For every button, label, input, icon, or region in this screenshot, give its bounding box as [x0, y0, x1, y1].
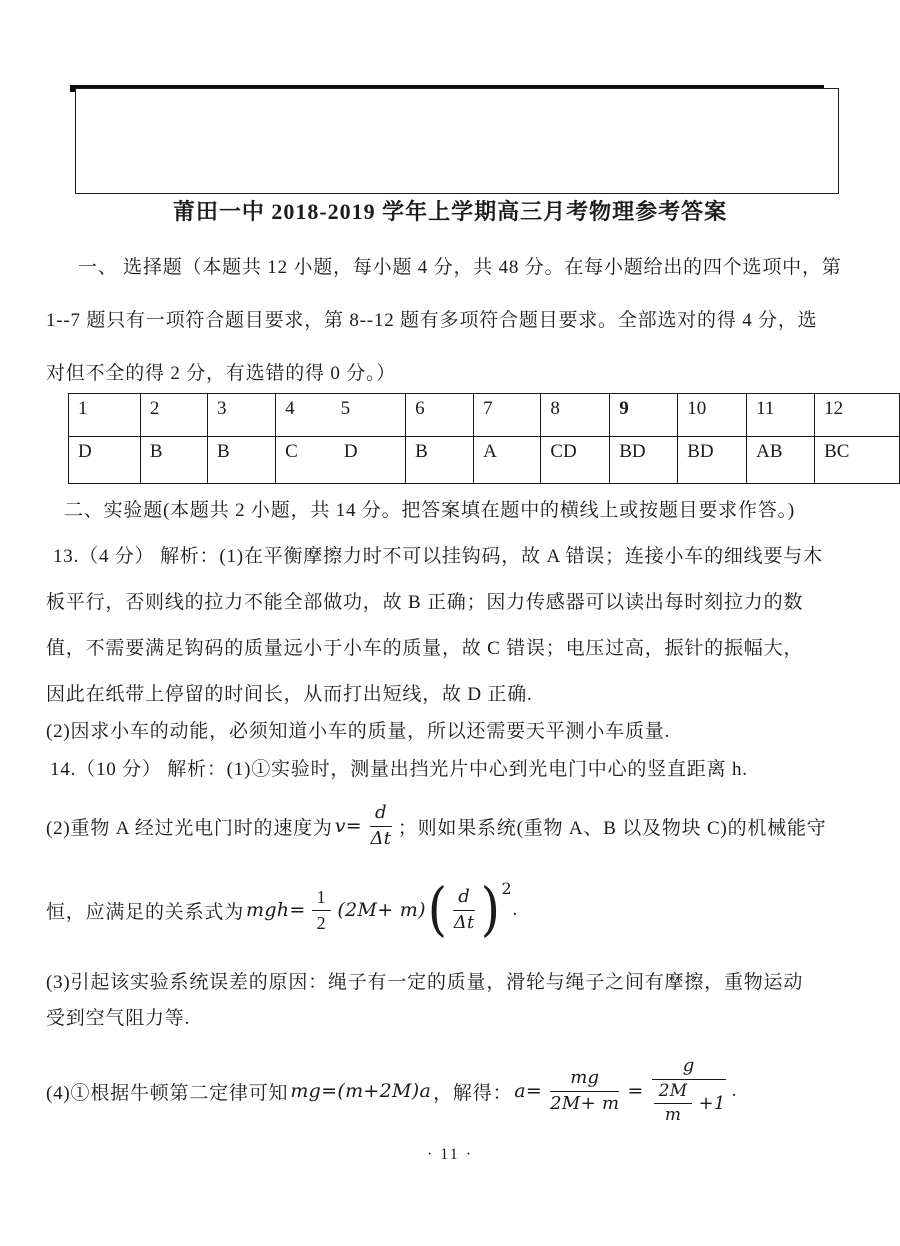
answer-cell-q10: BD: [678, 437, 747, 484]
sec1-line3: 对但不全的得 2 分，有选错的得 0 分。）: [46, 363, 397, 384]
q14-part2-formula-line: [46, 795, 827, 857]
exponent-2: 2: [501, 878, 513, 898]
inner-numerator: d: [453, 887, 475, 911]
equals-sign: =: [627, 1080, 644, 1102]
formula2-period: .: [512, 899, 519, 920]
answer-cell-q6: B: [406, 437, 474, 484]
answer-cell-q4: C: [285, 441, 298, 462]
header-cell-q4: 4: [285, 398, 295, 419]
formula1-lhs: v=: [334, 815, 362, 837]
answer-cell-q11: AB: [747, 437, 815, 484]
answer-table-answer-row: [69, 437, 900, 484]
formula2-lhs: mgh=: [246, 899, 306, 921]
formula1-pre-text: (2)重物 A 经过光电门时的速度为: [46, 817, 333, 839]
formula4-period: .: [731, 1080, 738, 1101]
answer-cell-q12: BC: [815, 437, 900, 484]
header-cell-q2: 2: [140, 394, 207, 437]
answer-table: [68, 393, 900, 484]
answer-cell-q4-q5: [276, 437, 406, 484]
formula2-half-fraction: [312, 887, 332, 933]
answer-cell-q7: A: [474, 437, 541, 484]
header-cell-q5: 5: [340, 398, 351, 419]
acceleration-fraction-2: [650, 1056, 728, 1126]
half-numerator: 1: [312, 887, 332, 911]
formula2-mass-term: (2M+ m): [337, 899, 426, 921]
header-cell-q7: 7: [474, 394, 541, 437]
left-parenthesis: (: [427, 875, 448, 944]
header-cell-q6: 6: [406, 394, 474, 437]
nested-fraction: [652, 1082, 695, 1126]
acceleration-lhs: a=: [514, 1080, 543, 1102]
header-cell-q12: 12: [815, 394, 900, 437]
q13-line5: (2)因求小车的动能，必须知道小车的质量，所以还需要天平测小车质量.: [46, 721, 671, 742]
formula1-fraction: [368, 803, 394, 849]
header-cell-q9: 9: [610, 394, 678, 437]
page-title: 莆田一中 2018-2019 学年上学期高三月考物理参考答案: [172, 199, 728, 224]
header-cell-q3: 3: [208, 394, 276, 437]
header-cell-q10: 10: [678, 394, 747, 437]
q14-part3-line2: 受到空气阻力等.: [46, 1008, 191, 1029]
sec2-heading-line: 二、实验题(本题共 2 小题，共 14 分。把答案填在题中的横线上或按题目要求作答。): [64, 500, 796, 521]
q13-line2: 板平行，否则线的拉力不能全部做功，故 B 正确；因力传感器可以读出每时刻拉力的数: [46, 592, 804, 613]
header-blank-box: [75, 88, 839, 194]
answer-cell-q2: B: [140, 437, 207, 484]
q14-part3-line1: (3)引起该实验系统误差的原因：绳子有一定的质量，滑轮与绳子之间有摩擦，重物运动: [46, 972, 804, 993]
q13-line4: 因此在纸带上停留的时间长，从而打出短线，故 D 正确.: [46, 684, 533, 705]
q14-part4-formula-line: [46, 1035, 737, 1147]
inner-denominator: Δt: [453, 911, 475, 933]
page-number: · 11 ·: [426, 1146, 474, 1163]
answer-cell-q1: D: [69, 437, 141, 484]
answer-table-header-row: [69, 394, 900, 437]
answer-cell-q5: D: [343, 441, 358, 462]
fraction1-denominator: 2M+ m: [550, 1092, 620, 1114]
header-cell-q11: 11: [747, 394, 815, 437]
answer-cell-q9: BD: [610, 437, 678, 484]
nested-denominator: m: [664, 1105, 682, 1126]
half-denominator: 2: [316, 912, 327, 933]
newton-equation: mg=(m+2M)a: [290, 1080, 432, 1102]
q14-line1: 14.（10 分） 解析：(1)①实验时，测量出挡光片中心到光电门中心的竖直距离 h.: [50, 759, 748, 780]
formula1-denominator: Δt: [370, 827, 392, 849]
answer-cell-q8: CD: [541, 437, 610, 484]
nested-numerator: 2M: [654, 1082, 693, 1105]
formula4-solve-text: ，解得：: [433, 1082, 513, 1104]
sec1-heading-line: 一、 选择题（本题共 12 小题，每小题 4 分，共 48 分。在每小题给出的四个选项中，第: [78, 257, 842, 278]
formula4-pre-text: (4)①根据牛顿第二定律可知: [46, 1082, 289, 1104]
plus-one-term: +1: [698, 1092, 726, 1114]
q13-line3: 值，不需要满足钩码的质量远小于小车的质量，故 C 错误；电压过高，振针的振幅大，: [46, 638, 804, 659]
fraction2-numerator: g: [652, 1056, 726, 1080]
answer-cell-q3: B: [208, 437, 276, 484]
formula2-inner-fraction: [451, 887, 477, 933]
formula2-pre-text: 恒，应满足的关系式为: [46, 901, 245, 923]
formula1-numerator: d: [370, 803, 392, 827]
acceleration-fraction-1: [548, 1068, 621, 1114]
q14-energy-formula-line: [46, 860, 518, 960]
fraction2-denominator: [650, 1080, 728, 1126]
header-cell-q8: 8: [541, 394, 610, 437]
right-parenthesis: ): [480, 875, 501, 944]
header-cell-q4-q5: [276, 394, 406, 437]
sec1-line2: 1--7 题只有一项符合题目要求，第 8--12 题有多项符合题目要求。全部选对的得 4 分，选: [46, 310, 818, 331]
header-cell-q1: 1: [69, 394, 141, 437]
q13-line1: 13.（4 分） 解析：(1)在平衡摩擦力时不可以挂钩码，故 A 错误；连接小车的细线要与木: [53, 546, 823, 567]
fraction1-numerator: mg: [550, 1068, 619, 1092]
formula1-post-text: ；则如果系统(重物 A、B 以及物块 C)的机械能守: [397, 817, 827, 839]
